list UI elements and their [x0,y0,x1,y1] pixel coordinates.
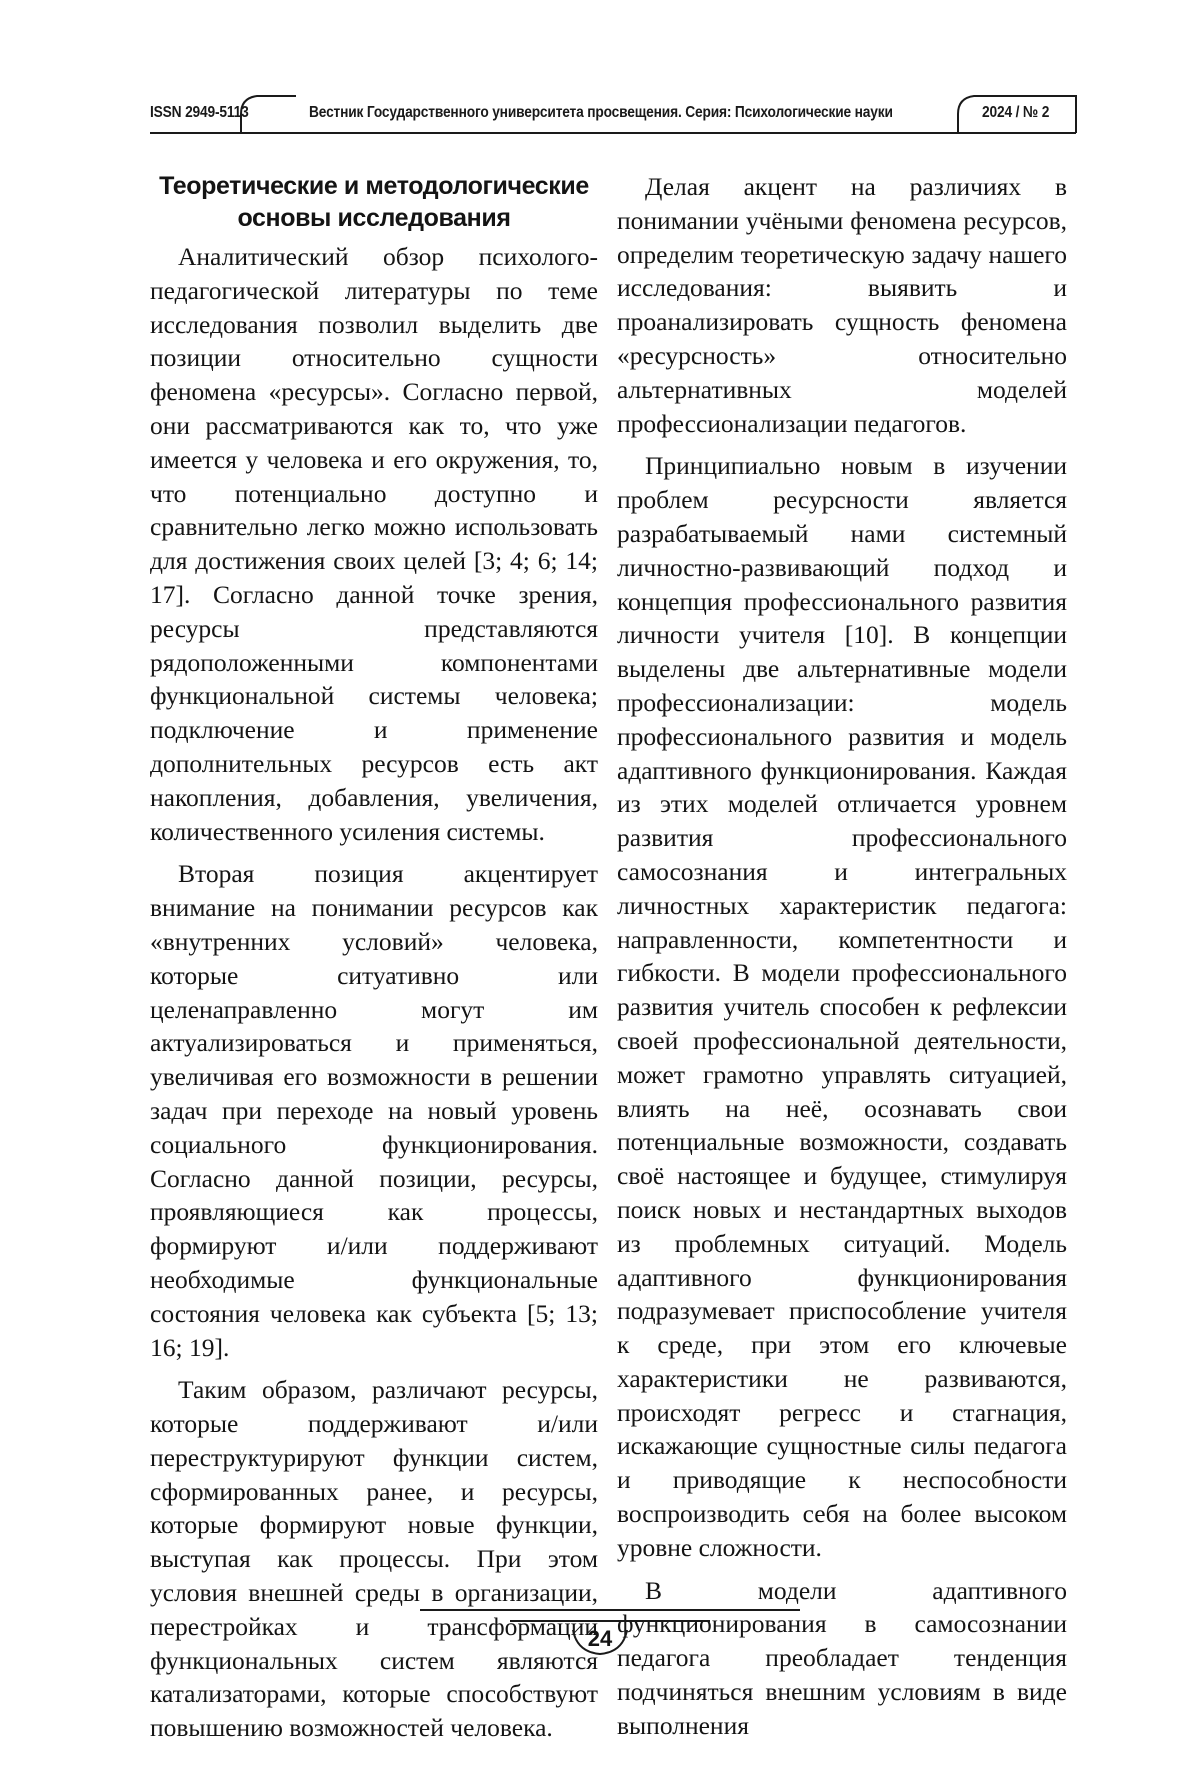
page-number: 24 [587,1626,613,1651]
paragraph: В модели адаптивного функционирования в самосознании педагога преобладает тенденция подчиняться внешним условиям в виде выполнения [617,1575,1067,1740]
page-footer [0,1600,1200,1680]
header-rule [0,0,1200,160]
right-column [617,170,1067,1752]
paragraph: Принципиально новым в изучении проблем ресурсности является разрабатываемый нами системный личностно-развивающий подход и концепция профессионального развития личности учителя [10]. В концепции выделены две альтернативные модели профессионализации: модель профессионального развития и модель адаптивного функционирования. Каждая из этих моделей отличается уровнем развития профессионального самосознания и интегральных личностных характеристик педагога: направленности, компетентности и гибкости. В модели профессионального развития учитель способен к рефлексии своей профессиональной деятельности, может грамотно управлять ситуацией, влиять на неё, осознавать свои потенциальные возможности, создавать своё настоящее и будущее, стимулируя поиск новых и нестандартных выходов из проблемных ситуаций. Модель адаптивного функционирования подразумевает приспособление учителя к среде, при этом его ключевые характеристики не развиваются, происходят регресс и стагнация, искажающие сущностные силы педагога и приводящие к неспособности воспроизводить себя на более высоком уровне сложности. [617,451,1067,1562]
left-column [150,170,598,1754]
paragraph: Вторая позиция акцентирует внимание на понимании ресурсов как «внутренних условий» человека, которые ситуативно или целенаправленно могут им актуализироваться и применяться, увеличивая его возможности в решении задач при переходе на новый уровень социального функционирования. Согласно данной позиции, ресурсы, проявляющиеся как процессы, формируют и/или поддерживают необходимые функциональные состояния человека как субъекта [5; 13; 16; 19]. [150,859,598,1362]
issn-label: ISSN 2949-5113 [150,104,249,121]
issue-label: 2024 / № 2 [982,104,1050,121]
paragraph: Таким образом, различают ресурсы, которые поддерживают и/или переструктурируют функции систем, сформированных ранее, и ресурсы, которые формируют новые функции, выступая как процессы. При этом условия внешней среды в организации, перестройках и трансформации функциональных систем являются катализаторами, которые способствуют повышению возможностей человека. [150,1375,598,1743]
paragraph: Делая акцент на различиях в понимании учёными феномена ресурсов, определим теоретическую задачу нашего исследования: выявить и проанализировать сущность феномена «ресурсность» относительно альтернативных моделей профессионализации педагогов. [617,172,1067,438]
running-header [0,0,1200,160]
section-heading: Теоретические и методологические основы исследования [159,172,589,232]
journal-title: Вестник Государственного университета просвещения. Серия: Психологические науки [309,104,893,121]
paragraph: Аналитический обзор психолого-педагогической литературы по теме исследования позволил выделить две позиции относительно сущности феномена «ресурсы». Согласно первой, они рассматриваются как то, что уже имеется у человека и его окружения, то, что потенциально доступно и сравнительно легко можно использовать для достижения своих целей [3; 4; 6; 14; 17]. Согласно данной точке зрения, ресурсы представляются рядоположенными компонентами функциональной системы человека; подключение и применение дополнительных ресурсов есть акт накопления, добавления, увеличения, количественного усиления системы. [150,242,598,846]
